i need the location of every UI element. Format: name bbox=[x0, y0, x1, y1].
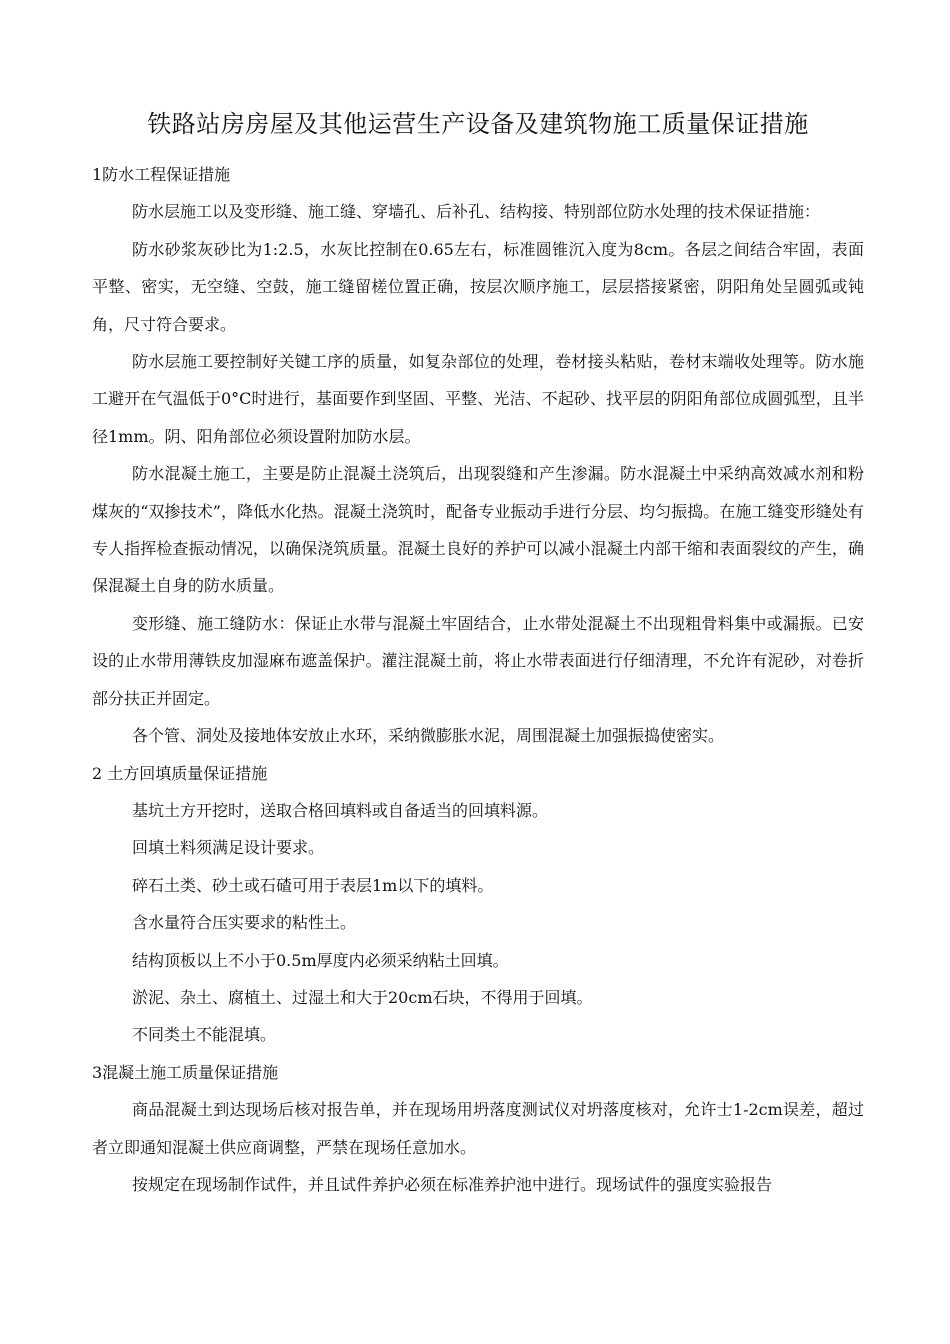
section-2-paragraph-1: 基坑土方开挖时，送取合格回填料或自备适当的回填料源。 bbox=[132, 800, 549, 820]
section-3-heading: 3混凝土施工质量保证措施 bbox=[92, 1062, 279, 1082]
document-title: 铁路站房房屋及其他运营生产设备及建筑物施工质量保证措施 bbox=[147, 110, 809, 138]
document-body bbox=[92, 156, 864, 1203]
section-1-paragraph-6: 各个管、洞处及接地体安放止水环，采纳微膨胀水泥，周围混凝土加强振捣使密实。 bbox=[132, 726, 725, 746]
section-1-paragraph-5: 变形缝、施工缝防水：保证止水带与混凝土牢固结合，止水带处混凝土不出现粗骨料集中或漏振。已安设的止水带用薄铁皮加湿麻布遮盖保护。灌注混凝土前，将止水带表面进行仔细清理，不允许有泥砂，对卷折部分扶正并固定。 bbox=[92, 613, 864, 708]
section-1-paragraph-4: 防水混凝土施工，主要是防止混凝土浇筑后，出现裂缝和产生渗漏。防水混凝土中采纳高效减水剂和粉煤灰的“双掺技术”，降低水化热。混凝土浇筑时，配备专业振动手进行分层、均匀振捣。在施工缝变形缝处有专人指挥检查振动情况，以确保浇筑质量。混凝土良好的养护可以减小混凝土内部干缩和表面裂纹的产生，确保混凝土自身的防水质量。 bbox=[92, 464, 864, 596]
section-1-paragraph-2: 防水砂浆灰砂比为1:2.5，水灰比控制在0.65左右，标准圆锥沉入度为8cm。各层之间结合牢固，表面平整、密实，无空缝、空鼓，施工缝留槎位置正确，按层次顺序施工，层层搭接紧密，阴阳角处呈圆弧或钝角，尺寸符合要求。 bbox=[92, 239, 864, 334]
section-3-paragraph-2: 按规定在现场制作试件，并且试件养护必须在标准养护池中进行。现场试件的强度实验报告 bbox=[132, 1174, 773, 1194]
section-2-paragraph-3: 碎石土类、砂土或石碴可用于表层1m以下的填料。 bbox=[132, 875, 494, 895]
section-2-paragraph-5: 结构顶板以上不小于0.5m厚度内必须采纳粘土回填。 bbox=[132, 950, 509, 970]
section-2-paragraph-6: 淤泥、杂土、腐植土、过湿土和大于20cm石块，不得用于回填。 bbox=[132, 987, 593, 1007]
section-1-paragraph-3: 防水层施工要控制好关键工序的质量，如复杂部位的处理，卷材接头粘贴，卷材末端收处理等。防水施工避开在气温低于0°C时进行，基面要作到坚固、平整、光洁、不起砂、找平层的阴阳角部位成圆弧型，且半径1mm。阴、阳角部位必须设置附加防水层。 bbox=[92, 352, 864, 446]
section-1-heading: 1防水工程保证措施 bbox=[92, 165, 231, 184]
section-2-paragraph-7: 不同类土不能混填。 bbox=[132, 1025, 277, 1045]
section-3-paragraph-1: 商品混凝土到达现场后核对报告单，并在现场用坍落度测试仪对坍落度核对，允许士1-2cm误差，超过者立即通知混凝土供应商调整，严禁在现场任意加水。 bbox=[92, 1100, 864, 1157]
section-2-paragraph-4: 含水量符合压实要求的粘性土。 bbox=[132, 913, 357, 933]
section-1-paragraph-1: 防水层施工以及变形缝、施工缝、穿墙孔、后补孔、结构接、特别部位防水处理的技术保证措施： bbox=[132, 202, 821, 222]
section-2-paragraph-2: 回填土料须满足设计要求。 bbox=[132, 838, 325, 858]
section-2-heading: 2 土方回填质量保证措施 bbox=[92, 763, 268, 783]
